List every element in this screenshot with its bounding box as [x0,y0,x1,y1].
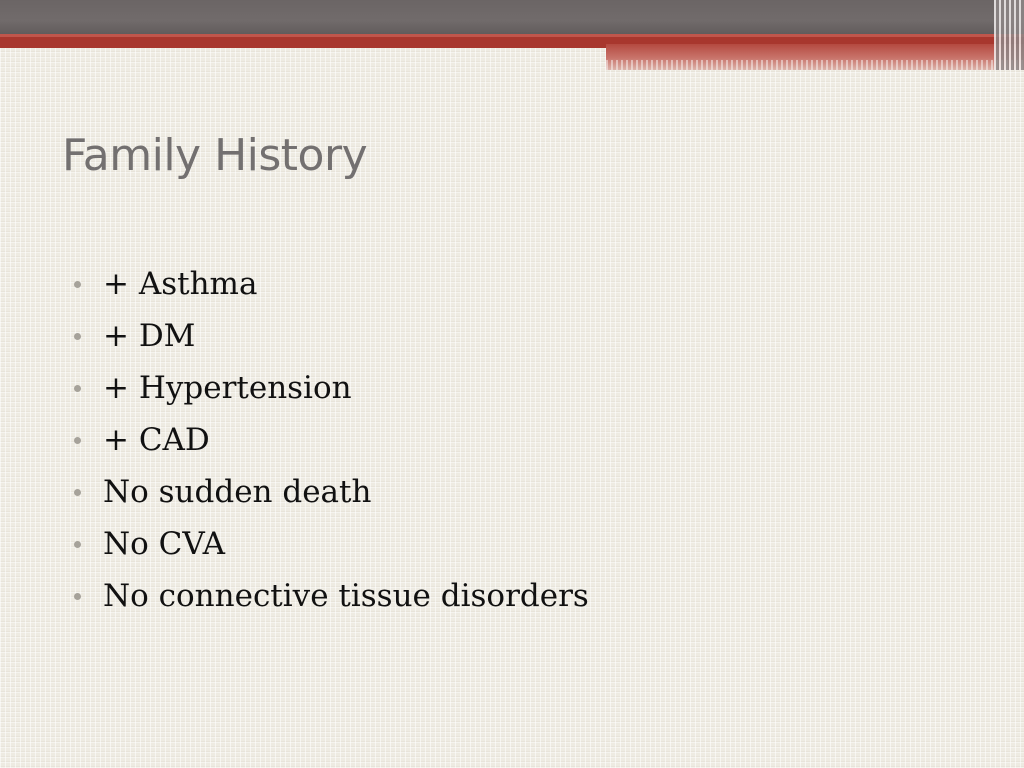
accent-tab-texture [606,60,1024,70]
decorative-edge-lines [994,0,1024,70]
bullet-item [74,570,589,622]
bullet-text: + Hypertension [103,370,352,406]
bullet-text: + Asthma [103,266,258,302]
bullet-text: No sudden death [103,474,372,510]
bullet-item [74,518,589,570]
bullet-item [74,466,589,518]
bullet-text: No CVA [103,526,226,562]
bullet-icon [74,489,81,496]
header-bar-shade [0,0,1024,34]
bullet-text: No connective tissue disorders [103,578,589,614]
bullet-item [74,310,589,362]
slide-title: Family History [62,130,368,181]
accent-stripe-highlight [0,34,1024,37]
bullet-text: + DM [103,318,196,354]
bullet-icon [74,437,81,444]
bullet-icon [74,385,81,392]
bullet-icon [74,333,81,340]
bullet-icon [74,593,81,600]
bullet-item [74,414,589,466]
bullet-icon [74,281,81,288]
bullet-text: + CAD [103,422,210,458]
bullet-icon [74,541,81,548]
bullet-item [74,362,589,414]
bullet-item [74,258,589,310]
bullet-list [74,258,589,622]
